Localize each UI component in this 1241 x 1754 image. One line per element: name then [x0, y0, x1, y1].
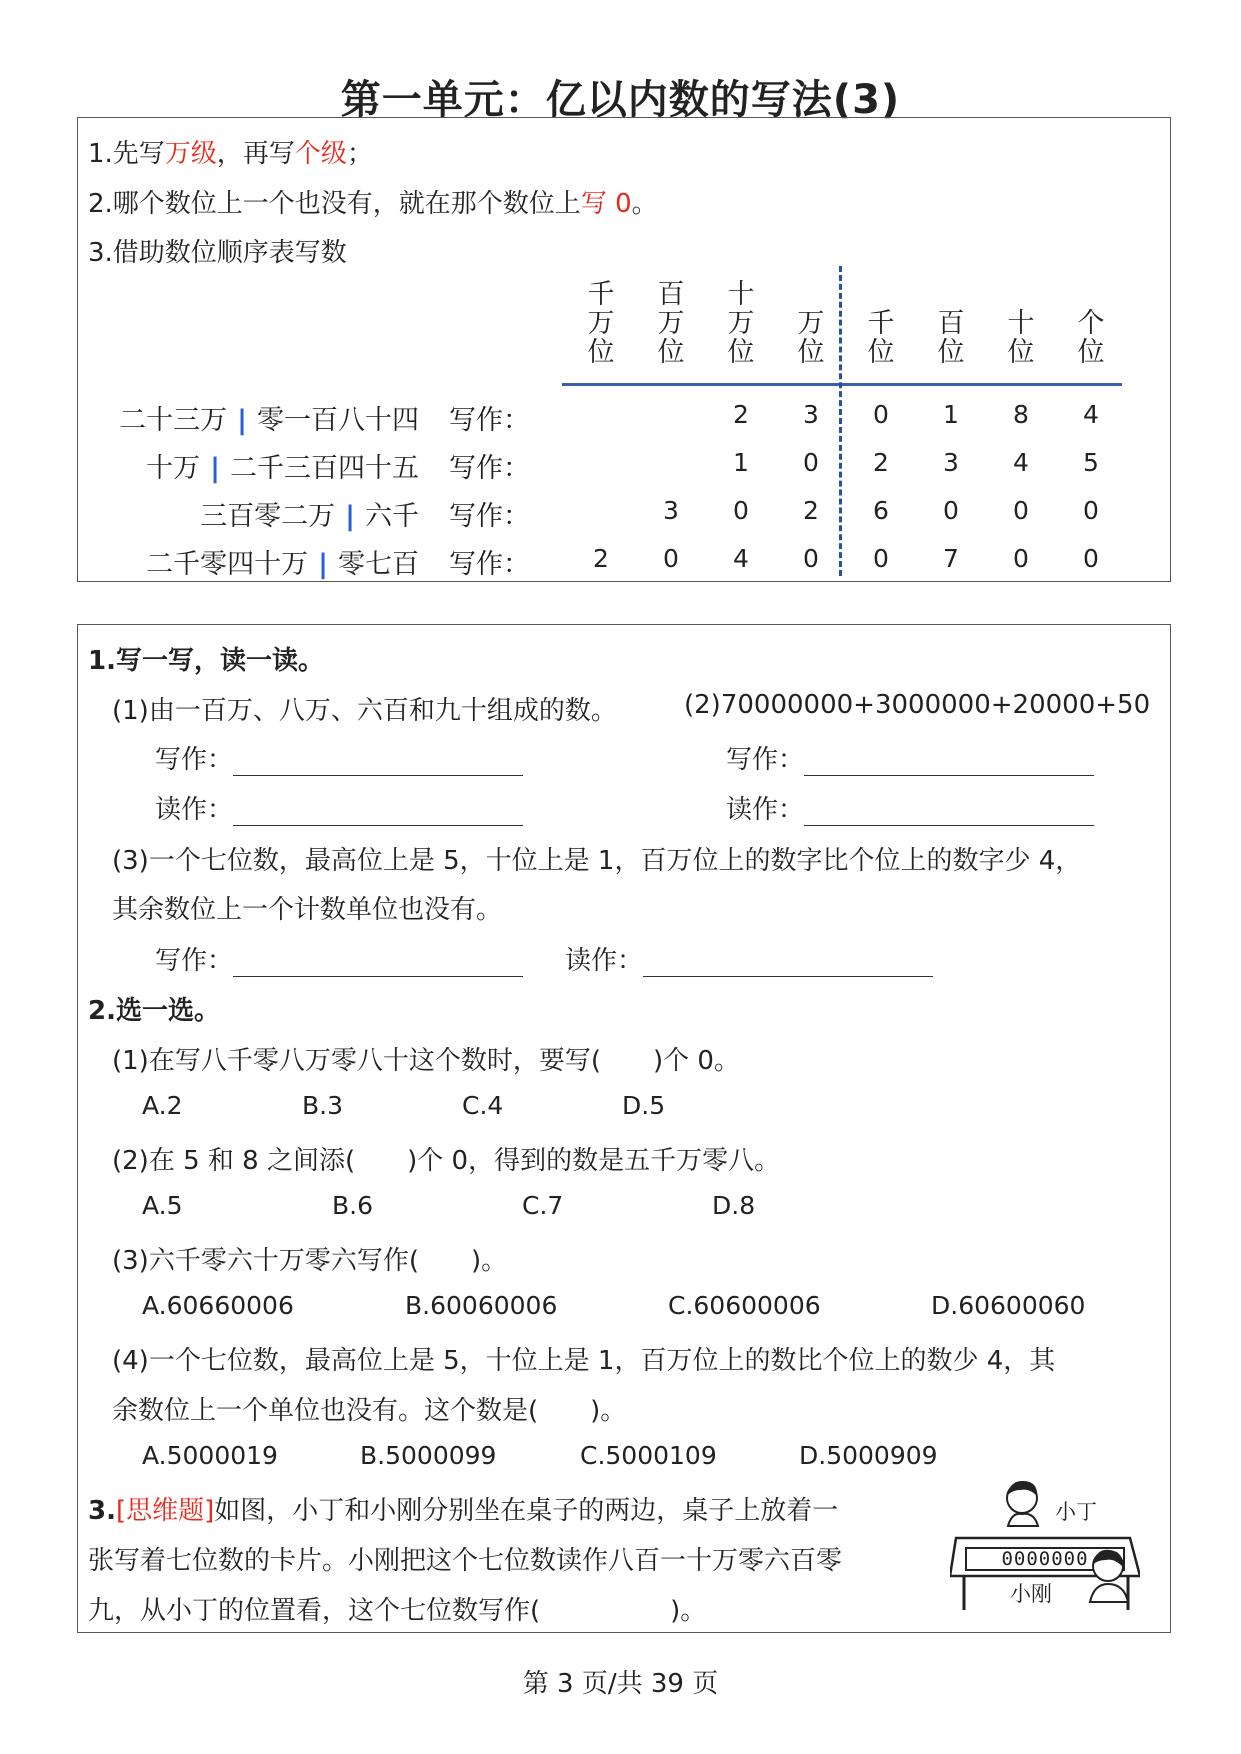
- digit-cell: 6: [873, 496, 889, 525]
- table-row-label: 十万 | 二千三百四十五 写作：: [146, 453, 530, 484]
- answer-blank[interactable]: [804, 749, 1094, 776]
- place-header: 十 位: [1007, 308, 1035, 368]
- option[interactable]: B.5000099: [360, 1441, 497, 1470]
- option[interactable]: C.5000109: [580, 1441, 717, 1470]
- place-header: 百 万 位: [657, 279, 685, 368]
- rule-1: 1.先写万级，再写个级；: [88, 139, 373, 169]
- q1-heading: 1.写一写，读一读。: [88, 646, 324, 676]
- place-header: 个 位: [1077, 308, 1105, 368]
- option[interactable]: B.60060006: [405, 1291, 558, 1320]
- table-row-label: 三百零二万 | 六千 写作：: [200, 501, 530, 532]
- answer-blank[interactable]: [233, 799, 523, 826]
- q3-line2: 张写着七位数的卡片。小刚把这个七位数读作八百一十万零六百零: [88, 1546, 843, 1576]
- q1-part3-cont: 其余数位上一个计数单位也没有。: [112, 895, 503, 925]
- digit-cell: 2: [733, 400, 749, 429]
- q1-p3-read: 读作：: [565, 940, 933, 977]
- digit-cell: 2: [873, 448, 889, 477]
- q2-s2: (2)在 5 和 8 之间添( )个 0，得到的数是五千万零八。: [112, 1146, 781, 1176]
- q2-s3: (3)六千零六十万零六写作( )。: [112, 1246, 508, 1276]
- digit-cell: 0: [1083, 544, 1099, 573]
- q1-p2-read: 读作：: [726, 789, 1094, 826]
- q3-line1: 3.[思维题]如图，小丁和小刚分别坐在桌子的两边，桌子上放着一: [88, 1496, 839, 1526]
- q2-heading: 2.选一选。: [88, 996, 220, 1026]
- digit-cell: 2: [593, 544, 609, 573]
- digit-cell: 0: [733, 496, 749, 525]
- option[interactable]: A.5000019: [142, 1441, 278, 1470]
- q3-line3: 九，从小丁的位置看，这个七位数写作( )。: [88, 1596, 707, 1626]
- digit-cell: 7: [943, 544, 959, 573]
- answer-blank[interactable]: [643, 950, 933, 977]
- digit-cell: 3: [803, 400, 819, 429]
- digit-cell: 0: [943, 496, 959, 525]
- page-title: 第一单元：亿以内数的写法(3): [340, 77, 901, 123]
- number-card: 0000000: [1001, 1548, 1089, 1570]
- digit-cell: 8: [1013, 400, 1029, 429]
- option[interactable]: D.5000909: [799, 1441, 938, 1470]
- q1-part2: (2)70000000+3000000+20000+50: [684, 690, 1151, 720]
- digit-cell: 3: [663, 496, 679, 525]
- option[interactable]: D.8: [712, 1191, 756, 1220]
- option[interactable]: C.60600006: [668, 1291, 821, 1320]
- option[interactable]: B.3: [302, 1091, 344, 1120]
- digit-cell: 3: [943, 448, 959, 477]
- digit-cell: 0: [1013, 496, 1029, 525]
- q1-p1-read: 读作：: [155, 789, 523, 826]
- rule-3: 3.借助数位顺序表写数: [88, 238, 347, 268]
- option[interactable]: A.2: [142, 1091, 183, 1120]
- answer-blank[interactable]: [233, 950, 523, 977]
- answer-blank[interactable]: [233, 749, 523, 776]
- digit-cell: 0: [873, 544, 889, 573]
- digit-cell: 4: [733, 544, 749, 573]
- answer-blank[interactable]: [804, 799, 1094, 826]
- place-header: 千 万 位: [587, 279, 615, 368]
- q2-s1: (1)在写八千零八万零八十这个数时，要写( )个 0。: [112, 1046, 740, 1076]
- option[interactable]: A.60660006: [142, 1291, 294, 1320]
- digit-cell: 0: [873, 400, 889, 429]
- q2-s4-cont: 余数位上一个单位也没有。这个数是( )。: [112, 1396, 627, 1426]
- option[interactable]: C.4: [462, 1091, 504, 1120]
- q1-part3: (3)一个七位数，最高位上是 5，十位上是 1，百万位上的数字比个位上的数字少 4，: [112, 846, 1082, 876]
- class-divider: [839, 266, 842, 576]
- q1-p3-write: 写作：: [155, 940, 523, 977]
- place-header: 万 位: [797, 308, 825, 368]
- desk-illustration: [950, 1478, 1140, 1622]
- q1-p2-write: 写作：: [726, 739, 1094, 776]
- digit-cell: 4: [1083, 400, 1099, 429]
- digit-cell: 2: [803, 496, 819, 525]
- option[interactable]: A.5: [142, 1191, 183, 1220]
- q1-p1-write: 写作：: [155, 739, 523, 776]
- digit-cell: 0: [663, 544, 679, 573]
- option[interactable]: B.6: [332, 1191, 374, 1220]
- table-row-label: 二十三万 | 零一百八十四 写作：: [119, 405, 530, 436]
- digit-cell: 0: [1013, 544, 1029, 573]
- place-header: 百 位: [937, 308, 965, 368]
- table-rule: [562, 383, 1122, 386]
- option[interactable]: D.60600060: [931, 1291, 1086, 1320]
- label-xiaogang: 小刚: [1010, 1582, 1052, 1606]
- rule-2: 2.哪个数位上一个也没有，就在那个数位上写 0。: [88, 189, 658, 219]
- digit-cell: 1: [733, 448, 749, 477]
- table-row-label: 二千零四十万 | 零七百 写作：: [146, 549, 530, 580]
- place-header: 十 万 位: [727, 279, 755, 368]
- place-header: 千 位: [867, 308, 895, 368]
- digit-cell: 4: [1013, 448, 1029, 477]
- digit-cell: 0: [803, 448, 819, 477]
- label-xiaoding: 小丁: [1055, 1500, 1097, 1524]
- q2-s4: (4)一个七位数，最高位上是 5，十位上是 1，百万位上的数比个位上的数少 4，其: [112, 1346, 1056, 1376]
- digit-cell: 0: [1083, 496, 1099, 525]
- digit-cell: 1: [943, 400, 959, 429]
- digit-cell: 0: [803, 544, 819, 573]
- q1-part1: (1)由一百万、八万、六百和九十组成的数。: [112, 696, 617, 726]
- option[interactable]: C.7: [522, 1191, 564, 1220]
- digit-cell: 5: [1083, 448, 1099, 477]
- option[interactable]: D.5: [622, 1091, 666, 1120]
- page-footer: 第 3 页/共 39 页: [522, 1669, 719, 1699]
